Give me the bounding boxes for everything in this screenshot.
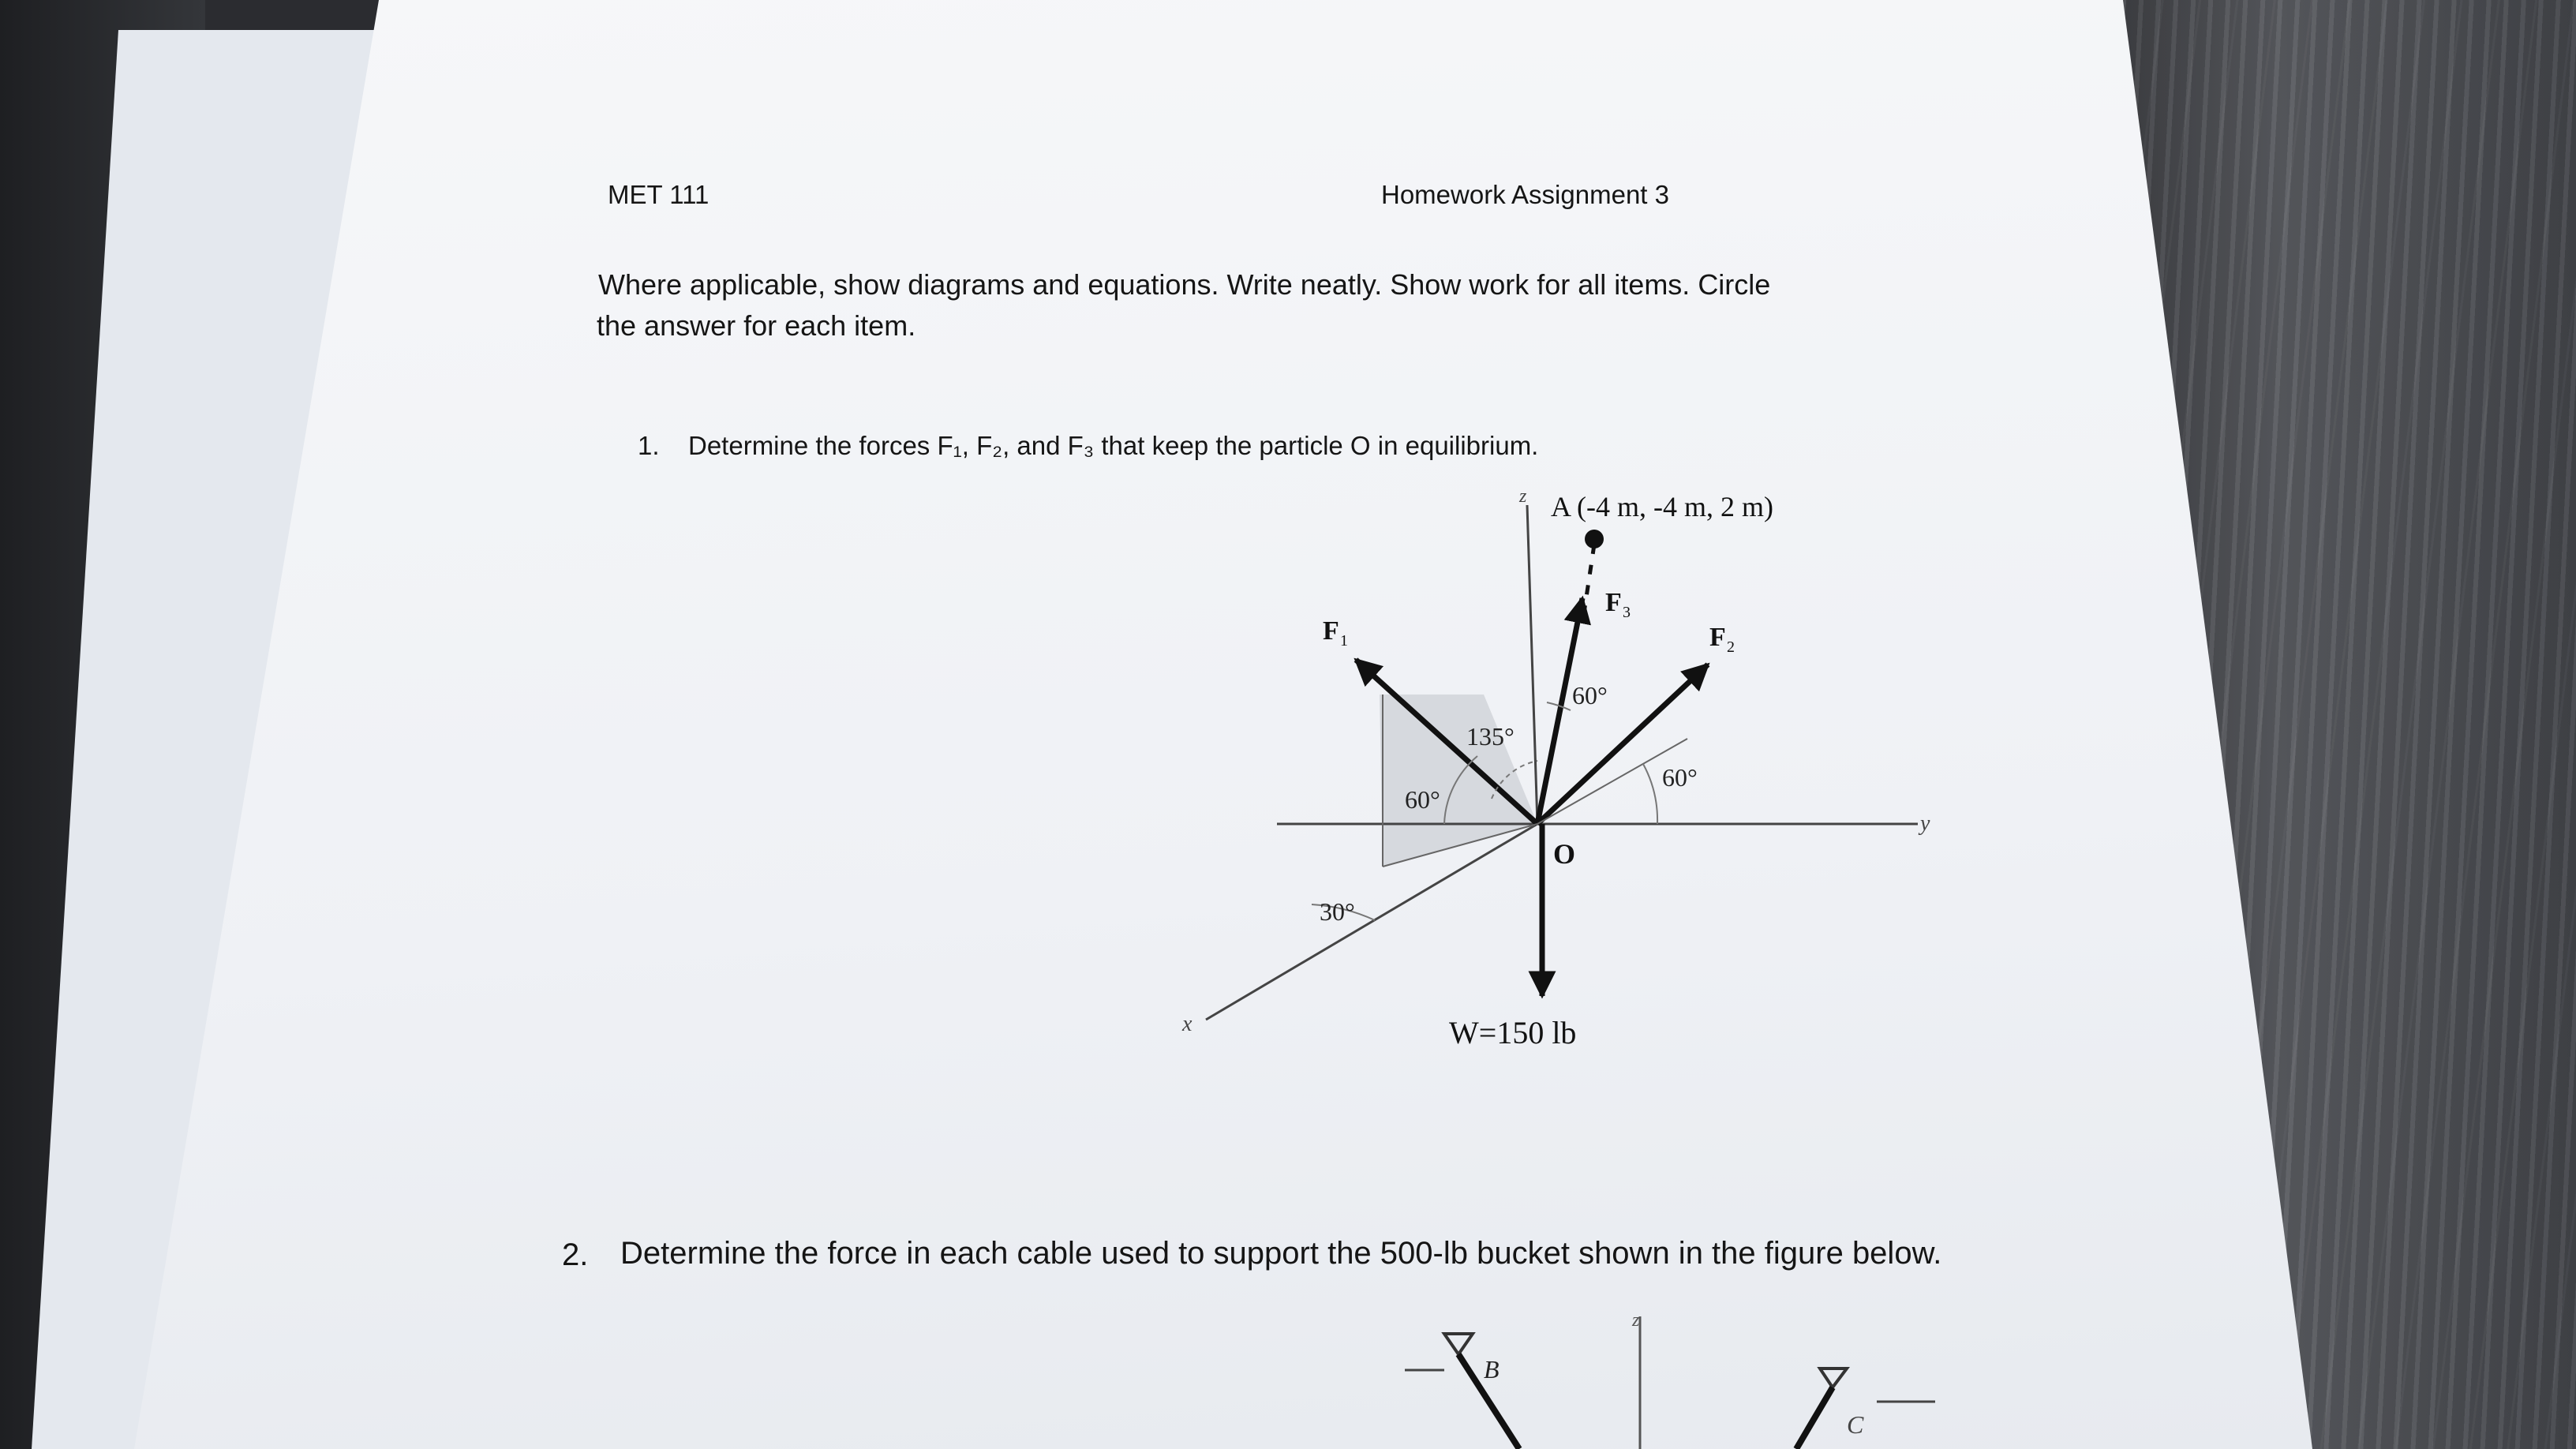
f2-label: F (1709, 623, 1726, 652)
support-b-icon (1444, 1334, 1473, 1354)
f3-label: F (1605, 588, 1622, 617)
point-a-label: A (-4 m, -4 m, 2 m) (1551, 491, 1773, 522)
instructions-line-2: the answer for each item. (597, 309, 916, 342)
course-code: MET 111 (608, 180, 710, 209)
line-to-a (1582, 545, 1594, 623)
projection-plane-shading (1380, 695, 1537, 867)
problem-1-text: Determine the forces F₁, F₂, and F₃ that keep the particle O in equilibrium. (688, 431, 1539, 460)
z-axis-label: z (1519, 486, 1527, 507)
problem-2-text: Determine the force in each cable used to support the 500-lb bucket shown in the figure below. (620, 1236, 1942, 1271)
f2-subscript: 2 (1727, 638, 1735, 656)
y-axis-label: y (1920, 811, 1930, 836)
angle-arc-60-right (1643, 764, 1657, 824)
angle-135-label: 135° (1466, 722, 1515, 751)
point-a (1585, 530, 1604, 549)
angle-30-label: 30° (1320, 897, 1355, 926)
x-axis (1206, 824, 1537, 1020)
problem-2-z-label: z (1632, 1310, 1640, 1331)
support-c-icon (1820, 1368, 1847, 1387)
f1-label: F (1323, 616, 1339, 646)
support-b-label: B (1484, 1355, 1500, 1383)
problem-1-number: 1. (638, 431, 660, 460)
angle-60-left-label: 60° (1405, 785, 1440, 814)
origin-label: O (1553, 838, 1576, 870)
support-c-label: C (1847, 1410, 1864, 1439)
f3-subscript: 3 (1623, 604, 1631, 621)
weight-label: W=150 lb (1449, 1015, 1577, 1050)
angle-60-right-label: 60° (1662, 763, 1698, 792)
cable-c (1796, 1387, 1833, 1449)
f1-subscript: 1 (1340, 632, 1348, 650)
x-axis-label: x (1182, 1012, 1193, 1036)
instructions-line-1: Where applicable, show diagrams and equations. Write neatly. Show work for all items. Circle (598, 268, 1771, 301)
z-axis (1527, 505, 1537, 824)
assignment-title: Homework Assignment 3 (1381, 180, 1669, 209)
problem-2-number: 2. (562, 1237, 589, 1272)
angle-60-top-label: 60° (1572, 681, 1608, 710)
